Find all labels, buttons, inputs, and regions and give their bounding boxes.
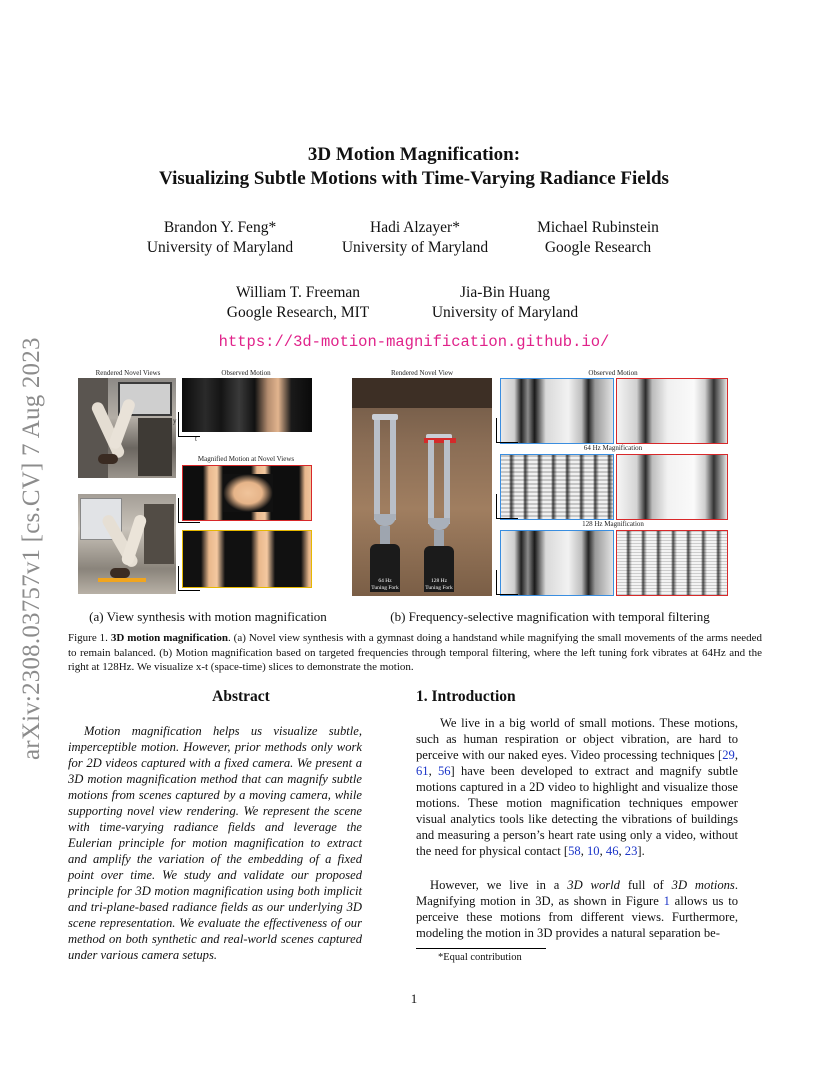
arxiv-stamp: arXiv:2308.03757v1 [cs.CV] 7 Aug 2023 [18,337,45,760]
axis-line [178,522,200,523]
author-block [120,218,320,258]
page-number: 1 [410,991,418,1006]
figure-label: Rendered Novel Views [95,369,161,377]
footnote: *Equal contribution [438,952,522,963]
author-block [198,283,398,323]
axis-line [496,418,497,442]
subcaption-b: (b) Frequency-selective magnification with temporal filtering [390,609,710,624]
axis-line [496,494,497,518]
axis-line [496,442,518,443]
author-block [498,218,698,258]
figure-label: Observed Motion [221,369,271,377]
observed-motion-xt-slice [182,378,312,432]
citation-link[interactable]: 56 [437,764,451,778]
citation-link[interactable]: 58 [568,844,581,858]
axis-line [496,518,518,519]
author-affiliation: Google Research [544,239,652,256]
axis-line [178,412,179,436]
magnified-xt-slice-128hz-at-64 [616,454,728,520]
citation-link[interactable]: 23 [624,844,638,858]
axis-line [178,590,200,591]
axis-line [496,570,497,594]
intro-heading: 1. Introduction [416,688,516,705]
project-url-link[interactable]: https://3d-motion-magnification.github.io/ [218,333,610,351]
author-affiliation: University of Maryland [431,304,579,321]
gymnast-photo-novel-view [78,494,176,594]
figure-label: 128 Hz Magnification [582,520,644,528]
abstract-text: Motion magnification helps us visualize subtle, imperceptible motion. However, prior methods only work for 2D videos captured with a fixed camera. We present a 3D motion magnification method that can magnify subtle motions from scenes captured by a moving camera, while supporting novel view rendering. We represent the scene with time-varying radiance fields and leverage the Eulerian principle for motion magnification to extract and amplify the variation of the embedding of a fixed point over time. We study and validate our proposed principle for 3D motion magnification using both implicit and tri-plane-based radiance fields as our underlying 3D scene representation. We evaluate the effectiveness of our method on both synthetic and real-world scenes captured under various camera setups. [68,724,362,962]
observed-motion-xt-slice-64hz [500,378,614,444]
citation-link[interactable]: 29 [722,748,735,762]
magnified-motion-panel [182,530,312,588]
axis-line [496,594,518,595]
author-affiliation: University of Maryland [146,239,294,256]
figure-caption: Figure 1. 3D motion magnification. (a) Novel view synthesis with a gymnast doing a handstand while magnifying the small movements of the arms needed to remain balanced. (b) Motion magnification based on targeted frequencies through temporal filtering, where the left tuning fork vibrates at 64Hz and the right at 128Hz. We visualize x-t (space-time) slices to demonstrate the motion. [68,632,762,673]
magnified-xt-slice-64hz-at-128 [500,530,614,596]
author-affiliation: University of Maryland [341,239,489,256]
citation-link[interactable]: 10 [587,844,600,858]
figure-label: Magnified Motion at Novel Views [197,455,295,463]
tuning-fork-photo [352,378,492,596]
author-name: Hadi Alzayer* [370,219,460,236]
fork-label-128hz: 128 Hz Tuning Fork [425,578,453,591]
intro-paragraph-2: However, we live in a 3D world full of 3D motions. Magnifying motion in 3D, as shown in Figure 1 allows us to perceive these motions from different views. Furthermore, modeling the motion in 3D provides a natural separation be- [416,878,738,940]
author-block [315,218,515,258]
author-block [405,283,605,323]
subcaption-a: (a) View synthesis with motion magnification [89,609,327,624]
author-name: Michael Rubinstein [537,219,659,236]
author-name: Jia-Bin Huang [460,284,550,301]
axis-label-t: t [195,435,197,443]
magnified-xt-slice-128hz [616,530,728,596]
figure-ref-link[interactable]: 1 [663,894,670,908]
magnified-xt-slice-64hz [500,454,614,520]
author-affiliation: Google Research, MIT [226,304,370,321]
footnote-rule [416,948,546,949]
figure-label: Observed Motion [588,369,638,377]
magnified-motion-panel [182,465,312,521]
figure-label: 64 Hz Magnification [583,444,643,452]
axis-label-y: y [173,417,177,425]
abstract-heading: Abstract [212,688,270,705]
author-name: Brandon Y. Feng* [163,219,277,236]
paper-title-line1: 3D Motion Magnification: [307,144,521,165]
paper-title-line2: Visualizing Subtle Motions with Time-Varying Radiance Fields [159,168,669,189]
fork-label-64hz: 64 Hz Tuning Fork [371,578,399,591]
observed-motion-xt-slice-128hz [616,378,728,444]
axis-line [178,498,179,522]
intro-paragraph-1: We live in a big world of small motions. These motions, such as human respiration or object vibration, are hard to perceive with our naked eyes. Video processing techniques [29, 61, 56] have been developed to extract and magnify subtle motions captured in a 2D video to highlight and visualize those motions. These motion magnification techniques empower visual analytics tools like detecting the vibrations of buildings and measuring a person’s heart rate using only a video, without the need for physical contact [58, 10, 46, 23]. [416,716,739,858]
figure-label: Rendered Novel View [390,369,454,377]
citation-link[interactable]: 61 [416,764,429,778]
axis-line [178,566,179,590]
author-name: William T. Freeman [235,284,361,301]
citation-link[interactable]: 46 [605,844,619,858]
gymnast-photo-novel-view [78,378,176,478]
